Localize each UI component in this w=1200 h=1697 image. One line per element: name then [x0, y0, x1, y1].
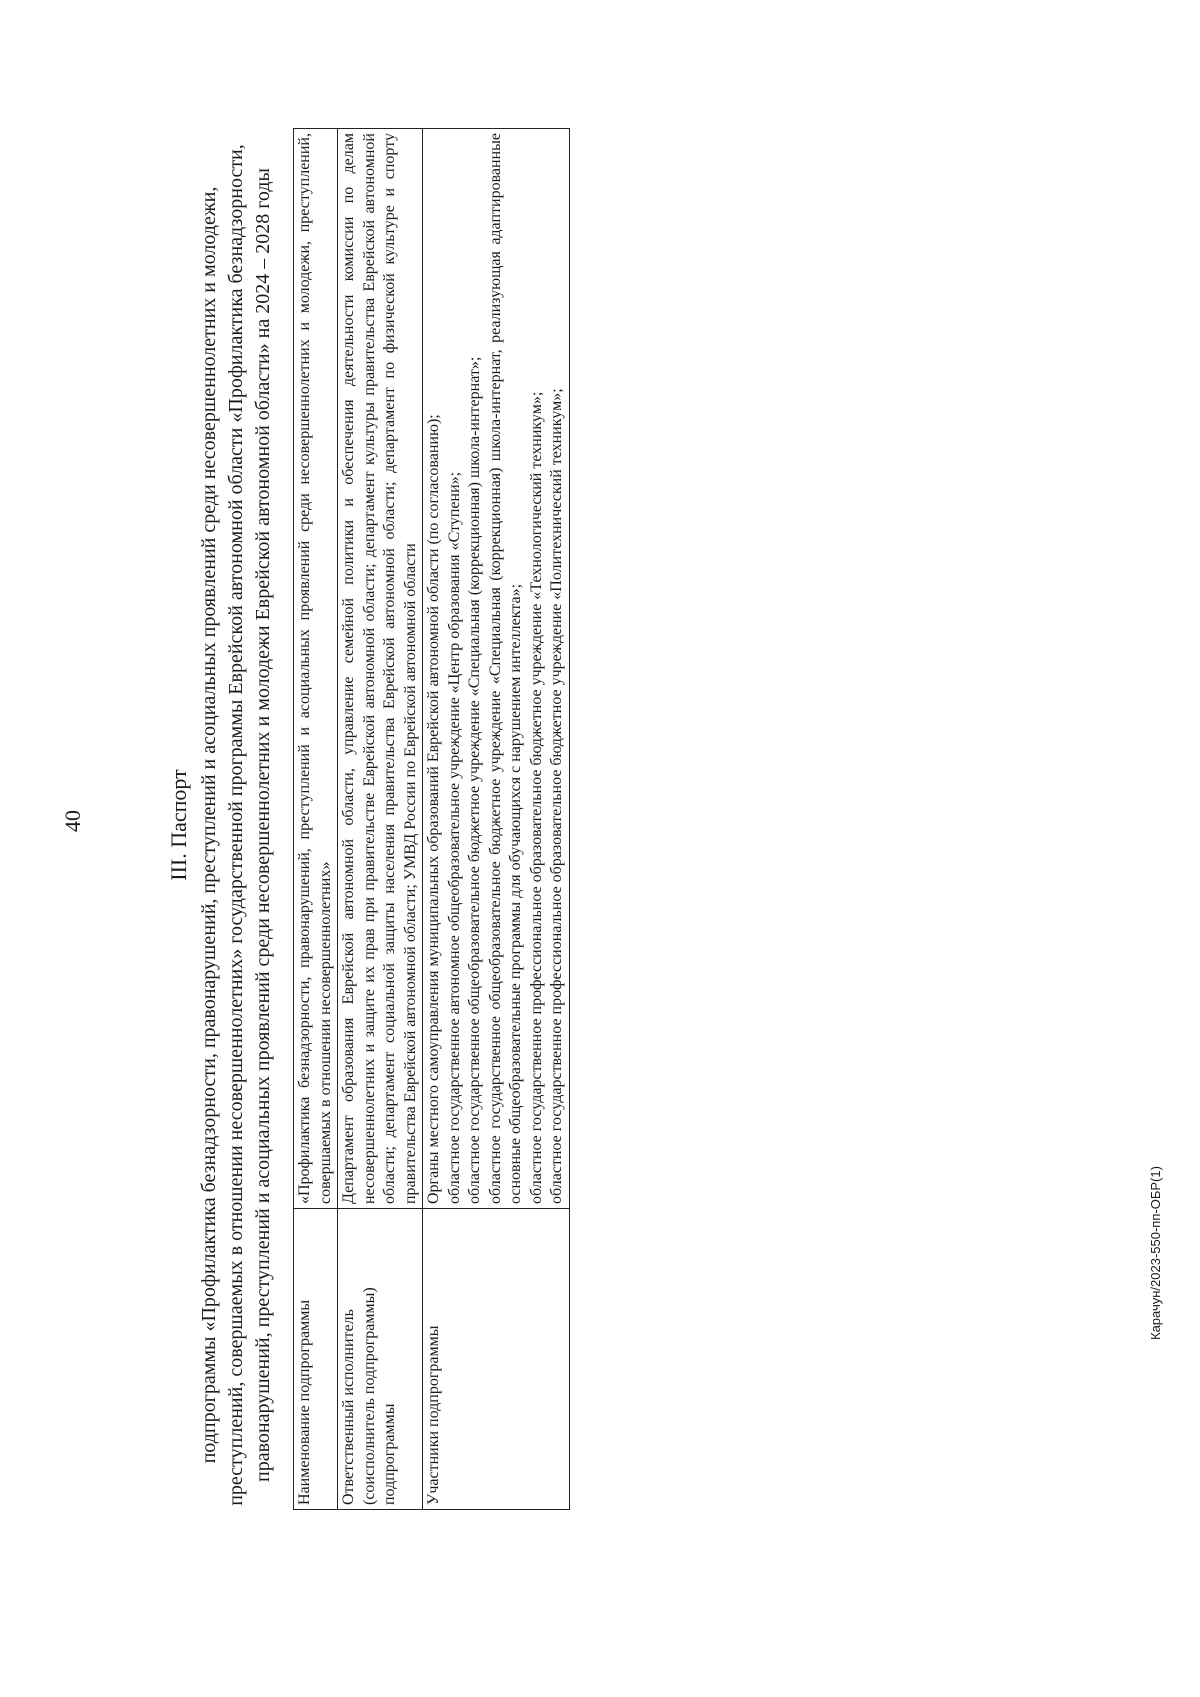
- row-value-responsible-executor: Департамент образования Еврейской автономной области, управление семейной политики и обеспечения деятельности комиссии по делам несовершеннолетних и защите их прав при правительстве Еврейской автономной области; департамент культуры правительства Еврейской автономной области; департамент социальной защиты населения правительства Еврейской автономной области; департамент по физической культуре и спорту правительства Еврейской автономной области; УМВД России по Еврейской автономной области: [338, 129, 423, 1209]
- passport-table: [293, 128, 570, 1510]
- participant-line: областное государственное профессиональное образовательное бюджетное учреждение «Политехнический техникум»;: [548, 388, 565, 1204]
- participant-line: областное государственное автономное общеобразовательное учреждение «Центр образования «Ступени»;: [445, 471, 463, 1204]
- section-title: III. Паспорт: [166, 769, 191, 881]
- row-label-participants: Участники подпрограммы: [423, 1209, 570, 1510]
- section-subtitle: подпрограммы «Профилактика безнадзорности, правонарушений, преступлений и асоциальных проявлений среди несовершеннолетних и молодежи, преступлений, совершаемых в отношении несовершеннолетних» государственной программы Еврейской автономной области «Профилактика безнадзорности, правонарушений, преступлений и асоциальных проявлений среди несовершеннолетних и молодежи Еврейской автономной области» на 2024 – 2028 годы: [198, 144, 274, 1506]
- document-heading: [166, 100, 277, 1550]
- participant-line: областное государственное профессиональное образовательное бюджетное учреждение «Технологический техникум»;: [527, 391, 545, 1204]
- row-value-participants: [423, 129, 570, 1209]
- table-row: [423, 129, 570, 1510]
- rotated-page-content: [160, 100, 1090, 1550]
- participant-line: Органы местного самоуправления муниципальных образований Еврейской автономной области (по согласованию);: [425, 414, 442, 1204]
- row-label-subprogram-name: Наименование подпрограммы: [294, 1209, 338, 1510]
- row-label-responsible-executor: Ответственный исполнитель (соисполнитель подпрограммы) подпрограммы: [338, 1209, 423, 1510]
- row-value-subprogram-name: «Профилактика безнадзорности, правонарушений, преступлений и асоциальных проявлений среди несовершеннолетних и молодежи, преступлений, совершаемых в отношении несовершеннолетних»: [294, 129, 338, 1209]
- participant-line: областное государственное общеобразовательное бюджетное учреждение «Специальная (коррекционная) школа-интернат, реализующая адаптированные основные общеобразовательные программы для обучающихся с нарушением интеллекта»;: [486, 133, 524, 1204]
- table-row: [294, 129, 338, 1510]
- table-row: [338, 129, 423, 1510]
- participant-line: областное государственное общеобразовательное бюджетное учреждение «Специальная (коррекционная) школа-интернат»;: [466, 356, 483, 1204]
- document-code: Карачун/2023-550-пп-ОБР(1): [1148, 1166, 1163, 1340]
- page-number: 40: [60, 810, 85, 832]
